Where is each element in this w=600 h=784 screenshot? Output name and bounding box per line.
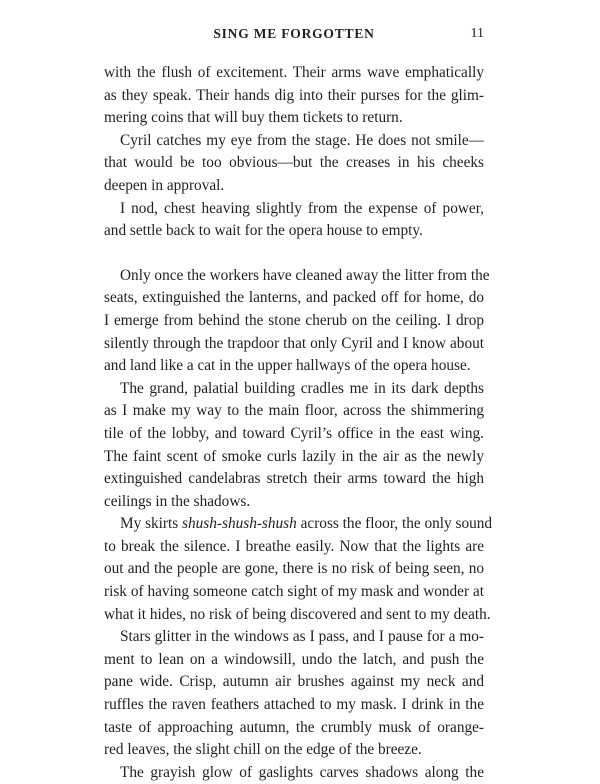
text-line: out and the people are gone, there is no risk of being seen, no [104, 560, 484, 578]
text-line: and land like a cat in the upper hallways of the opera house. [104, 357, 471, 375]
page-number: 11 [470, 26, 484, 41]
text-line: The grayish glow of gaslights carves shadows along the [120, 763, 484, 781]
text-line: The grand, palatial building cradles me in its dark depths [120, 379, 484, 397]
paragraph [104, 626, 484, 762]
text-line: silently through the trapdoor that only Cyril and I know about [104, 334, 484, 352]
text-line: ment to lean on a windowsill, undo the latch, and push the [104, 650, 484, 668]
paragraph [104, 130, 484, 198]
text-line: Stars glitter in the windows as I pass, and I pause for a mo- [120, 628, 484, 646]
text-line: and settle back to wait for the opera house to empty. [104, 222, 423, 240]
text-line: pane wide. Crisp, autumn air brushes against my neck and [104, 673, 484, 691]
text-line [104, 513, 493, 536]
text-line: Cyril catches my eye from the stage. He does not smile— [120, 131, 484, 149]
page-header [104, 26, 484, 48]
text-run: across the floor, the only sound [296, 515, 493, 533]
paragraph [104, 62, 484, 130]
text-line: risk of having someone catch sight of my mask and wonder at [104, 583, 484, 601]
body-text [104, 62, 493, 784]
paragraph [104, 265, 490, 378]
text-line: to break the silence. I breathe easily. Now that the lights are [104, 537, 484, 555]
text-line: The faint scent of smoke curls lazily in the air as the newly [104, 447, 484, 465]
text-line: red leaves, the slight chill on the edge of the breeze. [104, 741, 422, 759]
text-line: as they speak. Their hands dig into their purses for the glim- [104, 86, 484, 104]
text-line: as I make my way to the main floor, across the shimmering [104, 402, 484, 420]
text-line: tile of the lobby, and toward Cyril’s office in the east wing. [104, 424, 484, 442]
text-line: Only once the workers have cleaned away the litter from the [120, 266, 490, 284]
text-line: extinguished candelabras stretch their arms toward the high [104, 470, 484, 488]
text-line: ceilings in the shadows. [104, 492, 251, 510]
text-line: what it hides, no risk of being discovered and sent to my death. [104, 605, 491, 623]
text-line: deepen in approval. [104, 176, 225, 194]
text-line: I emerge from behind the stone cherub on the ceiling. I drop [104, 311, 484, 329]
italic-text: shush-shush-shush [182, 515, 297, 533]
text-line: seats, extinguished the lanterns, and packed off for home, do [104, 289, 484, 307]
running-title: SING ME FORGOTTEN [213, 26, 375, 41]
text-line: that would be too obvious—but the creases in his cheeks [104, 154, 484, 172]
text-line: ruffles the raven feathers attached to my mask. I drink in the [104, 696, 484, 714]
text-line: taste of approaching autumn, the crumbly musk of orange- [104, 718, 484, 736]
paragraph [104, 762, 484, 784]
text-run: My skirts [120, 515, 183, 533]
paragraph [104, 198, 484, 243]
text-line: mering coins that will buy them tickets to return. [104, 109, 403, 127]
paragraph [104, 378, 484, 514]
paragraph [104, 513, 493, 626]
text-line: I nod, chest heaving slightly from the expense of power, [120, 199, 484, 217]
text-line: with the flush of excitement. Their arms wave emphatically [104, 64, 484, 81]
